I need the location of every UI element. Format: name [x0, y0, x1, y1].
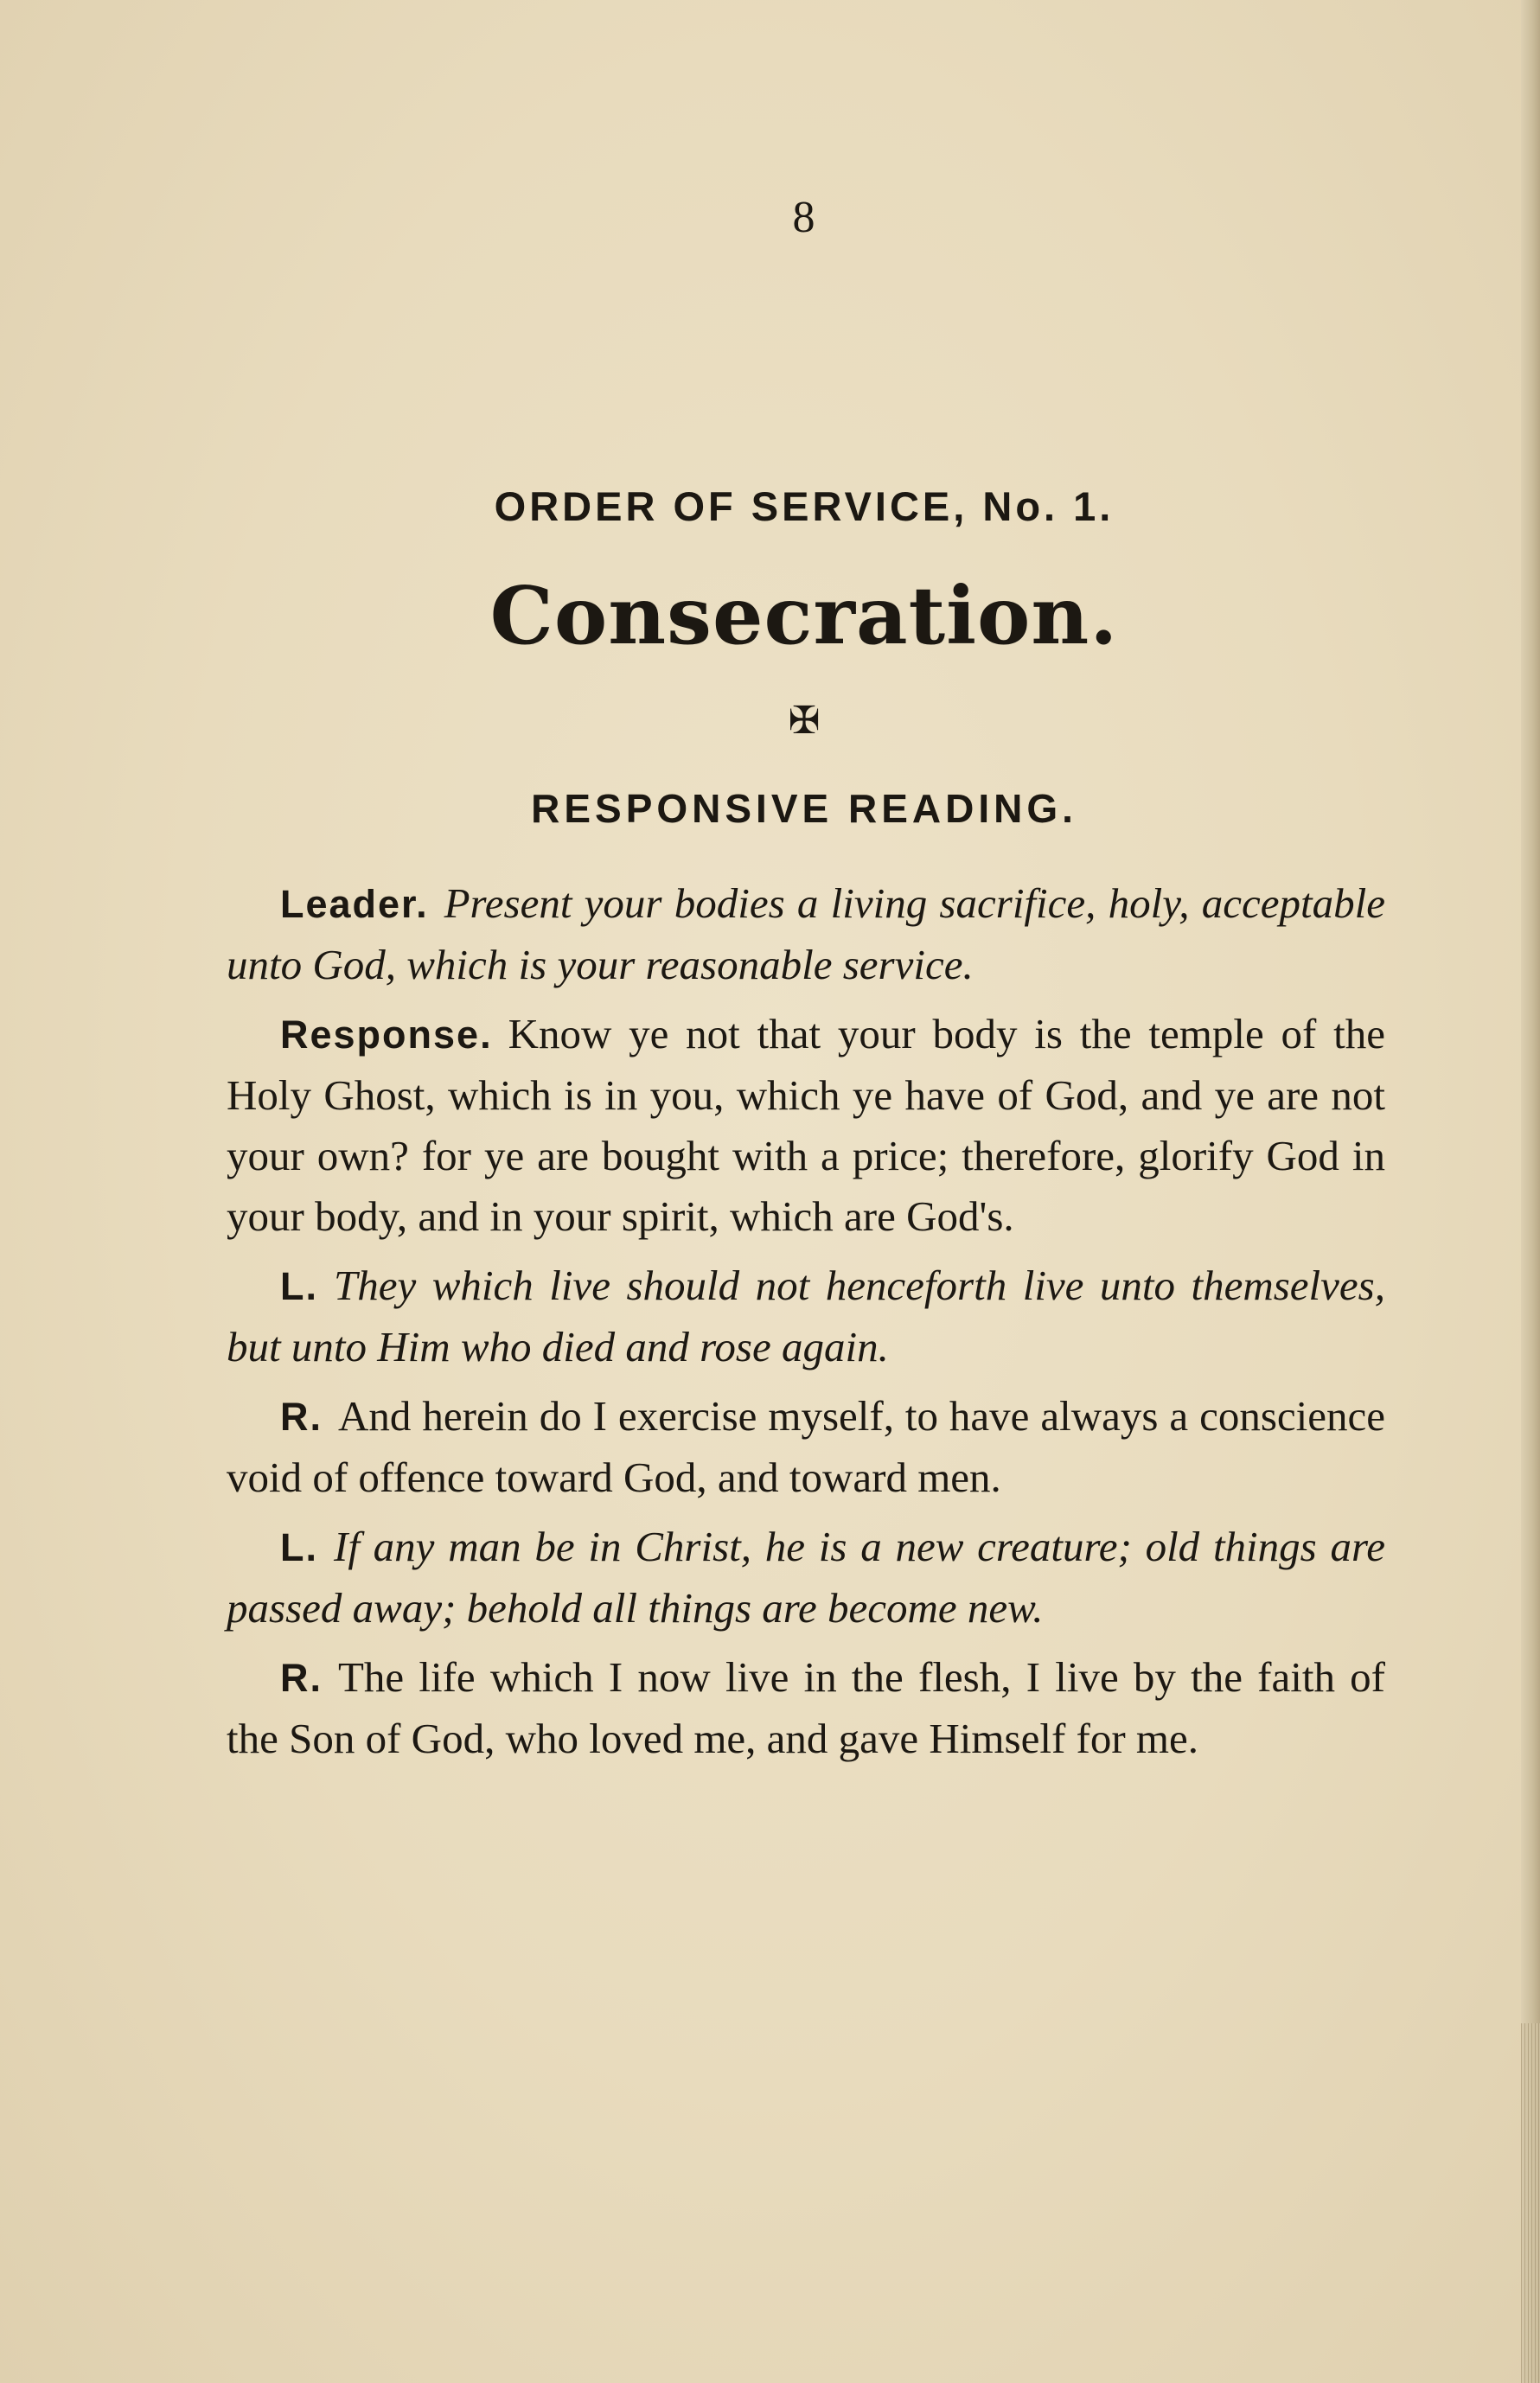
reading-text: Know ye not that your body is the temple of the Holy Ghost, which is in you, which ye have of God, and ye are not your own? for ye are bought with a price; therefore, glorify God in your body, and in your spirit, which are God's. [227, 1010, 1385, 1240]
speaker-label: R. [280, 1395, 323, 1439]
reading-text: They which live should not henceforth live unto themselves, but unto Him who died and rose again. [227, 1262, 1385, 1370]
reading-text: The life which I now live in the flesh, I live by the faith of the Son of God, who loved me, and gave Himself for me. [227, 1653, 1385, 1762]
section-title: RESPONSIVE READING. [531, 786, 1077, 831]
reading-response-1 [227, 1004, 1385, 1247]
speaker-label: Response. [280, 1013, 493, 1057]
reading-response-3 [227, 1647, 1385, 1769]
speaker-label: L. [280, 1525, 318, 1569]
cross-ornament-icon: ✠ [788, 699, 821, 743]
speaker-label: L. [280, 1264, 318, 1308]
responsive-reading [227, 873, 1385, 1778]
page-number: 8 [792, 193, 816, 242]
speaker-label: Leader. [280, 882, 429, 926]
page-edge-texture [1521, 2023, 1540, 2383]
reading-leader-2 [227, 1255, 1385, 1377]
speaker-label: R. [280, 1656, 323, 1700]
reading-text: If any man be in Christ, he is a new creature; old things are passed away; behold all things are become new. [227, 1523, 1385, 1632]
reading-leader-3 [227, 1517, 1385, 1639]
reading-leader-1 [227, 873, 1385, 995]
main-title: Consecration. [489, 569, 1119, 662]
reading-text: And herein do I exercise myself, to have always a conscience void of offence toward God, and toward men. [227, 1392, 1385, 1501]
order-of-service-title: ORDER OF SERVICE, No. 1. [494, 483, 1115, 529]
reading-text: Present your bodies a living sacrifice, holy, acceptable unto God, which is your reasonable service. [227, 879, 1385, 988]
reading-response-2 [227, 1386, 1385, 1508]
